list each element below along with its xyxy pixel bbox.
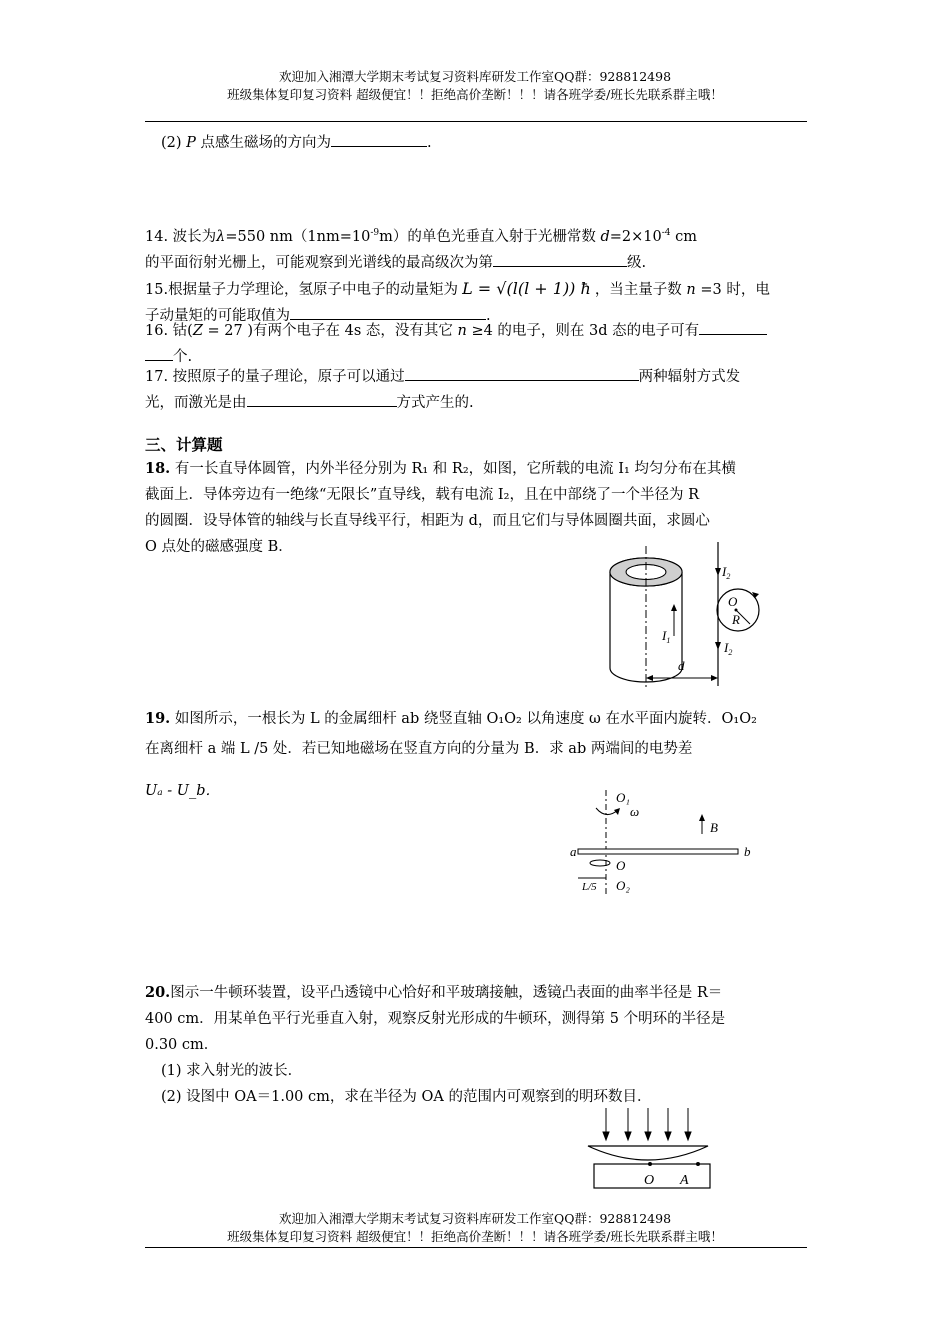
- section-title: 三、计算题: [145, 435, 223, 454]
- question-13-part-2: (2) P 点感生磁场的方向为 .: [145, 130, 823, 156]
- lambda-symbol: λ: [216, 228, 226, 245]
- label-i2-bottom: $I_2$: [724, 640, 733, 657]
- wire-arrow-top: [715, 568, 721, 576]
- label-omega: ω: [630, 804, 640, 819]
- question-18: 18. 有一长直导体圆管，内外半径分别为 R₁ 和 R₂，如图，它所载的电流 I₁ 均匀分布在其横 截面上．导体旁边有一绝缘“无限长”直导线，载有电流 I₂，且在中部绕了一个半径为 R 的圆圈．设导体管的轴线与长直导线平行，相距为 d，而且它们与导体圆圈共面，求圆心 O 点处的磁感强度 B．: [145, 460, 736, 555]
- label-i1: $I_1$: [662, 628, 671, 645]
- figure-20-newton-rings: [584, 1104, 716, 1192]
- incident-light-arrows: [603, 1108, 691, 1140]
- answer-blank[interactable]: [699, 318, 767, 335]
- q20-part-2: (2) 设图中 OA＝1.00 cm，求在半径为 OA 的范围内可观察到的明环数目．: [161, 1089, 652, 1105]
- label-b: B: [710, 820, 718, 835]
- answer-blank[interactable]: [493, 250, 627, 267]
- current-i1-arrowhead: [671, 604, 677, 611]
- label-l5: L/5: [582, 881, 597, 893]
- question-19: 19. 如图所示，一根长为 L 的金属细杆 ab 绕竖直轴 O₁O₂ 以角速度 ω 在水平面内旋转．O₁O₂ 在离细杆 a 端 L /5 处．若已知地磁场在竖直方向的分量为 B．求 ab 两端间的电势差 Uₐ - U_b．: [145, 706, 807, 804]
- label-a: A: [680, 1173, 689, 1188]
- figure-18-tube-and-wire: [600, 540, 780, 688]
- question-15: 15.根据量子力学理论，氢原子中电子的动量矩为 L = √(l(l + 1)) ħ ，当主量子数 n =3 时，电 子动量矩的可能取值为 .: [145, 279, 770, 324]
- header-rule: [145, 121, 807, 122]
- label-d: d: [678, 658, 685, 673]
- footer-line-1: 欢迎加入湘潭大学期末考试复习资料库研发工作室QQ群：928812498: [278, 1211, 672, 1226]
- label-b-end: b: [744, 844, 751, 859]
- label-a: a: [570, 844, 577, 859]
- label-i2-top: $I_2$: [722, 564, 731, 581]
- rotation-arc: [596, 808, 618, 815]
- header: [0, 68, 950, 104]
- question-14: 14. 波长为λ=550 $nm(1nm=10^{-9}m)$的单色光垂直入射于光栅常数 $d=2\times 10^{-4}$ cm 的平面衍射光栅上，可能观察到光谱线的最高级次为第 级.: [145, 228, 697, 271]
- footer-line-2: 班级集体复印复习资料 超级便宜！！拒绝高价垄断！！！请各班学委/班长先联系群主哦！: [227, 1229, 723, 1244]
- plano-convex-lens: [588, 1146, 708, 1160]
- footer-rule: [145, 1247, 807, 1248]
- answer-blank-continued[interactable]: [145, 344, 173, 361]
- angular-momentum-formula: L = √(l(l + 1)) ħ: [462, 279, 591, 298]
- answer-blank[interactable]: [331, 130, 427, 147]
- header-line-1: 欢迎加入湘潭大学期末考试复习资料库研发工作室QQ群：928812498: [278, 69, 672, 84]
- label-r: R: [732, 612, 740, 627]
- point-o: [648, 1162, 652, 1166]
- answer-blank-2[interactable]: [247, 390, 397, 407]
- header-line-2: 班级集体复印复习资料 超级便宜！！拒绝高价垄断！！！请各班学委/班长先联系群主哦！: [227, 87, 723, 102]
- wire-arrow-bottom: [715, 642, 721, 650]
- label-o: O: [616, 858, 626, 873]
- question-17: 17. 按照原子的量子理论，原子可以通过 两种辐射方式发 光，而激光是由 方式产生的.: [145, 364, 807, 416]
- question-16: 16. 钴(Z = 27 )有两个电子在 4s 态，没有其它 n ≥4 的电子，则在 3d 态的电子可有 个.: [145, 318, 807, 370]
- label-o: O: [644, 1173, 655, 1188]
- question-20: 20.图示一牛顿环装置，设平凸透镜中心恰好和平玻璃接触，透镜凸表面的曲率半径是 R＝ 400 cm．用某单色平行光垂直入射，观察反射光形成的牛顿环，测得第 5 个明环的半径是 0.30 cm． (1) 求入射光的波长． (2) 设图中 OA＝1.00 cm，求在半径为 OA 的范围内可观察到的明环数目．: [145, 980, 807, 1110]
- label-o2: O₂: [616, 878, 630, 893]
- rod-ab: [578, 849, 738, 854]
- figure-19-rotating-rod: [568, 786, 760, 898]
- footer: [0, 1210, 950, 1246]
- label-o1: O₁: [616, 790, 630, 805]
- answer-blank-1[interactable]: [405, 364, 639, 381]
- label-o: O: [728, 594, 738, 609]
- q20-part-1: (1) 求入射光的波长．: [161, 1063, 303, 1079]
- point-a: [696, 1162, 700, 1166]
- potential-difference: Uₐ - U_b．: [145, 783, 221, 799]
